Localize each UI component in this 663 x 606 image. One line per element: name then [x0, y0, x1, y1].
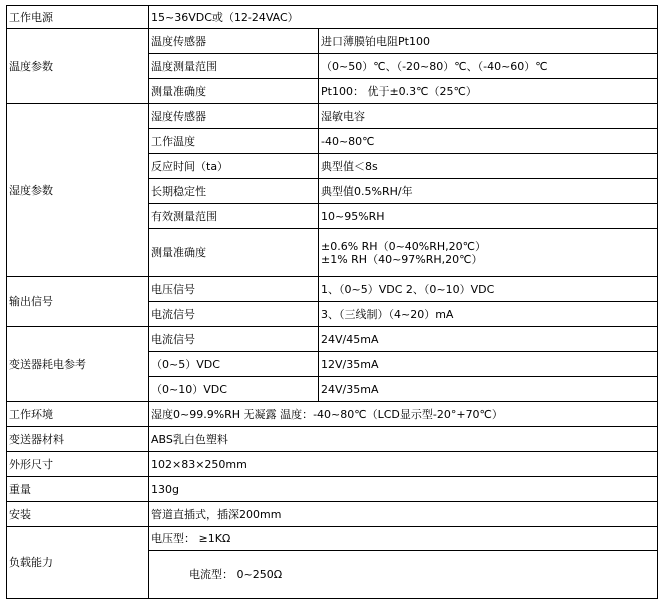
material-row	[7, 427, 658, 452]
consumption-current-value: 24V/45mA	[319, 327, 658, 352]
hum-range-name: 有效测量范围	[149, 204, 319, 229]
hum-stability-value: 典型值0.5%RH/年	[319, 179, 658, 204]
hum-accuracy-low: ±0.6% RH（0~40%RH,20℃）	[321, 239, 486, 253]
load-voltage: 电压型： ≥1KΩ	[149, 527, 658, 551]
load-row	[7, 527, 658, 551]
spec-table	[6, 5, 658, 599]
hum-accuracy-name: 测量准确度	[149, 229, 319, 277]
install-value: 管道直插式，插深200mm	[149, 502, 658, 527]
hum-sensor-name: 湿度传感器	[149, 104, 319, 129]
output-label: 输出信号	[7, 277, 149, 327]
consumption-10v-value: 24V/35mA	[319, 377, 658, 402]
power-label: 工作电源	[7, 6, 149, 29]
output-voltage-value: 1、（0~5）VDC 2、（0~10）VDC	[319, 277, 658, 302]
dimensions-value: 102×83×250mm	[149, 452, 658, 477]
hum-accuracy-high: ±1% RH（40~97%RH,20℃）	[321, 252, 483, 266]
hum-range-value: 10~95%RH	[319, 204, 658, 229]
temp-accuracy-name: 测量准确度	[149, 79, 319, 104]
temp-accuracy-value: Pt100： 优于±0.3℃（25℃）	[319, 79, 658, 104]
material-label: 变送器材料	[7, 427, 149, 452]
load-current: 电流型： 0~250Ω	[189, 568, 283, 581]
dimensions-label: 外形尺寸	[7, 452, 149, 477]
weight-label: 重量	[7, 477, 149, 502]
install-label: 安装	[7, 502, 149, 527]
temp-sensor-value: 进口薄膜铂电阻Pt100	[319, 29, 658, 54]
consumption-label: 变送器耗电参考	[7, 327, 149, 402]
hum-response-name: 反应时间（ta）	[149, 154, 319, 179]
load-current-cell	[149, 551, 658, 599]
weight-value: 130g	[149, 477, 658, 502]
output-voltage-name: 电压信号	[149, 277, 319, 302]
output-row	[7, 277, 658, 302]
consumption-10v-name: （0~10）VDC	[149, 377, 319, 402]
humidity-label: 湿度参数	[7, 104, 149, 277]
power-row	[7, 6, 658, 29]
consumption-current-name: 电流信号	[149, 327, 319, 352]
consumption-row	[7, 327, 658, 352]
consumption-5v-name: （0~5）VDC	[149, 352, 319, 377]
hum-response-value: 典型值＜8s	[319, 154, 658, 179]
humidity-row	[7, 104, 658, 129]
environment-value: 湿度0~99.9%RH 无凝露 温度：-40~80℃（LCD显示型-20°+70℃）	[149, 402, 658, 427]
hum-stability-name: 长期稳定性	[149, 179, 319, 204]
temperature-row	[7, 29, 658, 54]
temp-range-value: （0~50）℃、（-20~80）℃、（-40~60）℃	[319, 54, 658, 79]
consumption-5v-value: 12V/35mA	[319, 352, 658, 377]
dimensions-row	[7, 452, 658, 477]
environment-label: 工作环境	[7, 402, 149, 427]
hum-worktemp-name: 工作温度	[149, 129, 319, 154]
power-value: 15~36VDC或（12-24VAC）	[149, 6, 658, 29]
load-label: 负载能力	[7, 527, 149, 599]
output-current-name: 电流信号	[149, 302, 319, 327]
temp-range-name: 温度测量范围	[149, 54, 319, 79]
material-value: ABS乳白色塑料	[149, 427, 658, 452]
temperature-label: 温度参数	[7, 29, 149, 104]
hum-accuracy-values	[319, 229, 658, 277]
environment-row	[7, 402, 658, 427]
install-row	[7, 502, 658, 527]
output-current-value: 3、（三线制）（4~20）mA	[319, 302, 658, 327]
hum-sensor-value: 湿敏电容	[319, 104, 658, 129]
weight-row	[7, 477, 658, 502]
hum-worktemp-value: -40~80℃	[319, 129, 658, 154]
temp-sensor-name: 温度传感器	[149, 29, 319, 54]
